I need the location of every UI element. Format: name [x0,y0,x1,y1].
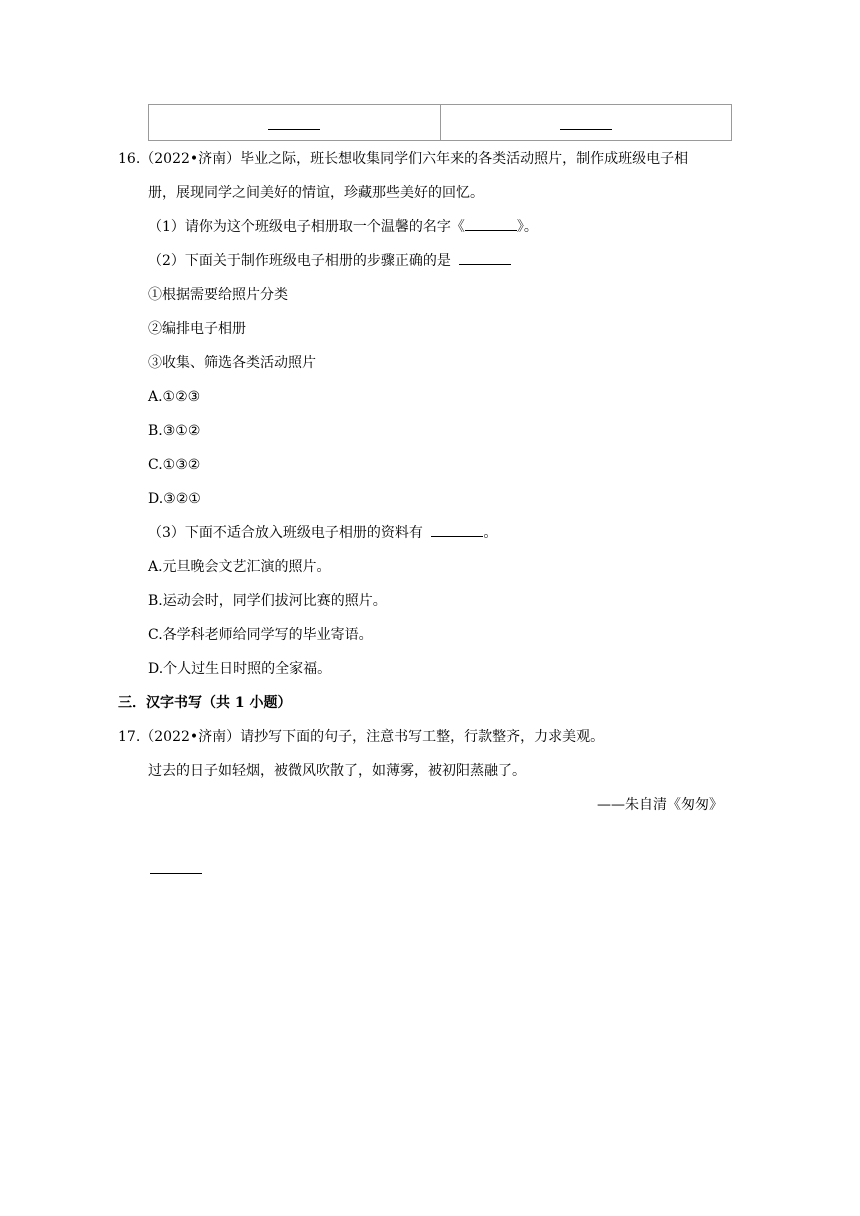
q16-sub3 [148,523,497,543]
q16-stem-line1 [118,149,688,169]
q16-sub2-option-d[interactable]: D.③②① [148,491,201,507]
q16-sub2-option-b[interactable]: B.③①② [148,423,201,439]
answer-cell-right [440,105,732,140]
section-heading: 三．汉字书写（共 1 小题） [118,695,292,711]
q16-sub1-blank[interactable] [465,217,517,231]
q16-prefix: 16.（2022•济南） [118,151,241,167]
q16-sub3-blank[interactable] [431,523,483,537]
q16-step: ①根据需要给照片分类 [148,287,288,303]
q17-answer-line[interactable] [150,860,202,880]
q16-sub1 [148,217,538,237]
q16-sub2-option-c[interactable]: C.①③② [148,457,201,473]
answer-blank[interactable] [560,129,612,130]
q16-sub2-blank[interactable] [459,251,511,265]
q16-sub3-option-d[interactable]: D.个人过生日时照的全家福。 [148,661,332,677]
q16-sub1-text: （1）请你为这个班级电子相册取一个温馨的名字《 [148,219,465,235]
answer-blank[interactable] [268,129,320,130]
q16-sub3-end: 。 [483,525,498,541]
q16-sub3-text: （3）下面不适合放入班级电子相册的资料有 [148,525,423,541]
q16-step: ②编排电子相册 [148,321,246,337]
answer-table [148,104,732,141]
q17-stem-text: 请抄写下面的句子，注意书写工整，行款整齐，力求美观。 [240,729,605,745]
q17-prefix: 17.（2022•济南） [118,729,241,745]
q16-stem-line2: 册，展现同学之间美好的情谊，珍藏那些美好的回忆。 [148,185,484,201]
q17-attribution: ——朱自清《匆匆》 [597,797,723,813]
q16-stem-text: 毕业之际，班长想收集同学们六年来的各类活动照片，制作成班级电子相 [240,151,689,167]
q16-sub2 [148,251,511,271]
q16-sub1-end: 》。 [516,219,538,235]
q17-stem [118,727,604,747]
q16-sub2-text: （2）下面关于制作班级电子相册的步骤正确的是 [148,253,451,269]
q16-sub2-option-a[interactable]: A.①②③ [148,389,201,405]
answer-cell-left [149,105,440,140]
q16-sub3-option-c[interactable]: C.各学科老师给同学写的毕业寄语。 [148,627,373,643]
q16-step: ③收集、筛选各类活动照片 [148,355,316,371]
q17-sentence: 过去的日子如轻烟，被微风吹散了，如薄雾，被初阳蒸融了。 [148,763,526,779]
q16-sub3-option-a[interactable]: A.元旦晚会文艺汇演的照片。 [148,559,331,575]
q16-sub3-option-b[interactable]: B.运动会时，同学们拔河比赛的照片。 [148,593,387,609]
